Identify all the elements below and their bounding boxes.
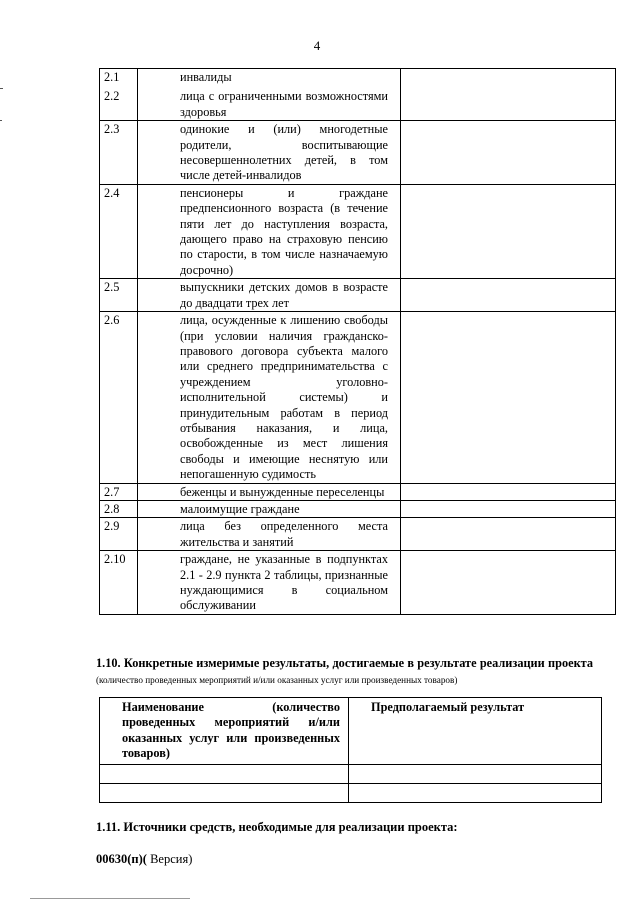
empty-cell bbox=[401, 121, 616, 185]
category-cell bbox=[138, 279, 401, 312]
category-cell bbox=[138, 551, 401, 615]
item-number-cell bbox=[100, 69, 138, 121]
item-number-cell bbox=[100, 483, 138, 500]
item-number: 2.9 bbox=[104, 519, 120, 534]
empty-cell bbox=[401, 312, 616, 483]
page-number: 4 bbox=[313, 38, 321, 53]
table-row bbox=[100, 279, 616, 312]
table-row bbox=[100, 184, 616, 278]
category-cell bbox=[138, 121, 401, 185]
item-number-cell bbox=[100, 500, 138, 517]
category-text: выпускники детских домов в возрасте до двадцати трех лет bbox=[180, 280, 388, 310]
category-text: лица с ограниченными возможностями здоровья bbox=[180, 89, 388, 119]
item-number-cell bbox=[100, 121, 138, 185]
empty-cell bbox=[401, 483, 616, 500]
item-number-cell bbox=[100, 518, 138, 551]
category-text: малоимущие граждане bbox=[180, 501, 300, 516]
beneficiary-categories-table bbox=[99, 68, 616, 615]
table-row bbox=[100, 69, 616, 121]
category-cell bbox=[138, 518, 401, 551]
table-cell bbox=[100, 783, 349, 802]
scan-artifact bbox=[0, 120, 2, 121]
item-number-cell bbox=[100, 551, 138, 615]
results-col-name-header: Наименование (количество проведенных мероприятий и/или оказанных услуг или произведенных товаров) bbox=[100, 698, 349, 765]
results-col-result-header: Предполагаемый результат bbox=[349, 698, 602, 765]
table-row bbox=[100, 551, 616, 615]
category-text: лица без определенного места жительства и занятий bbox=[180, 519, 388, 549]
empty-cell bbox=[401, 279, 616, 312]
item-number-cell bbox=[100, 312, 138, 483]
results-table bbox=[99, 697, 602, 803]
category-cell bbox=[138, 312, 401, 483]
category-text: лица, осужденные к лишению свободы (при условии наличия гражданско-правового договора субъекта малого или среднего предпринимательства с учреждением уголовно-исполнительной системы) и принудительным работам в период отбывания наказания, и лица, освобожденные из мест лишения свободы и имеющие неснятую или непогашенную судимость bbox=[180, 313, 388, 482]
table-row bbox=[100, 121, 616, 185]
section-1-10-note: (количество проведенных мероприятий и/или оказанных услуг или произведенных товаров) bbox=[96, 675, 458, 685]
category-text: пенсионеры и граждане предпенсионного возраста (в течение пяти лет до наступления возраста, дающего право на страховую пенсию по старости, в том числе назначаемую досрочно) bbox=[180, 185, 388, 277]
category-cell bbox=[138, 69, 401, 121]
document-code bbox=[96, 852, 192, 867]
item-number-cell bbox=[100, 279, 138, 312]
category-text: граждане, не указанные в подпунктах 2.1 - 2.9 пункта 2 таблицы, признанные нуждающимися в социальном обслуживании bbox=[180, 552, 388, 613]
item-number: 2.6 bbox=[104, 313, 120, 328]
category-cell bbox=[138, 500, 401, 517]
scan-artifact bbox=[30, 898, 190, 899]
category-cell bbox=[138, 184, 401, 278]
results-table-header-row bbox=[100, 698, 602, 765]
item-number: 2.2 bbox=[104, 89, 120, 104]
category-text: одинокие и (или) многодетные родители, воспитывающие несовершеннолетних детей, в том числе детей-инвалидов bbox=[180, 122, 388, 183]
table-cell bbox=[349, 783, 602, 802]
item-number: 2.8 bbox=[104, 501, 120, 516]
table-row bbox=[100, 483, 616, 500]
empty-cell bbox=[401, 69, 616, 121]
item-number: 2.5 bbox=[104, 280, 120, 295]
empty-cell bbox=[401, 518, 616, 551]
item-number: 2.4 bbox=[104, 185, 120, 200]
item-number: 2.7 bbox=[104, 484, 120, 499]
section-1-10-title: 1.10. Конкретные измеримые результаты, достигаемые в результате реализации проекта bbox=[96, 656, 593, 670]
table-cell bbox=[100, 764, 349, 783]
category-text: беженцы и вынужденные переселенцы bbox=[180, 484, 385, 499]
category-cell bbox=[138, 483, 401, 500]
item-number: 2.1 bbox=[104, 70, 120, 84]
empty-cell bbox=[401, 551, 616, 615]
table-row bbox=[100, 764, 602, 783]
table-cell bbox=[349, 764, 602, 783]
category-text: инвалиды bbox=[180, 70, 232, 84]
item-number: 2.10 bbox=[104, 552, 126, 567]
scan-artifact bbox=[0, 88, 3, 89]
document-code-value: 00630(п)( bbox=[96, 852, 147, 866]
table-row bbox=[100, 783, 602, 802]
section-1-11-heading: 1.11. Источники средств, необходимые для реализации проекта: bbox=[96, 820, 458, 834]
table-row bbox=[100, 500, 616, 517]
empty-cell bbox=[401, 500, 616, 517]
table-row bbox=[100, 518, 616, 551]
table-row bbox=[100, 312, 616, 483]
empty-cell bbox=[401, 184, 616, 278]
document-version: Версия) bbox=[146, 852, 193, 866]
item-number-cell bbox=[100, 184, 138, 278]
section-1-10-heading bbox=[96, 655, 593, 688]
item-number: 2.3 bbox=[104, 122, 120, 137]
